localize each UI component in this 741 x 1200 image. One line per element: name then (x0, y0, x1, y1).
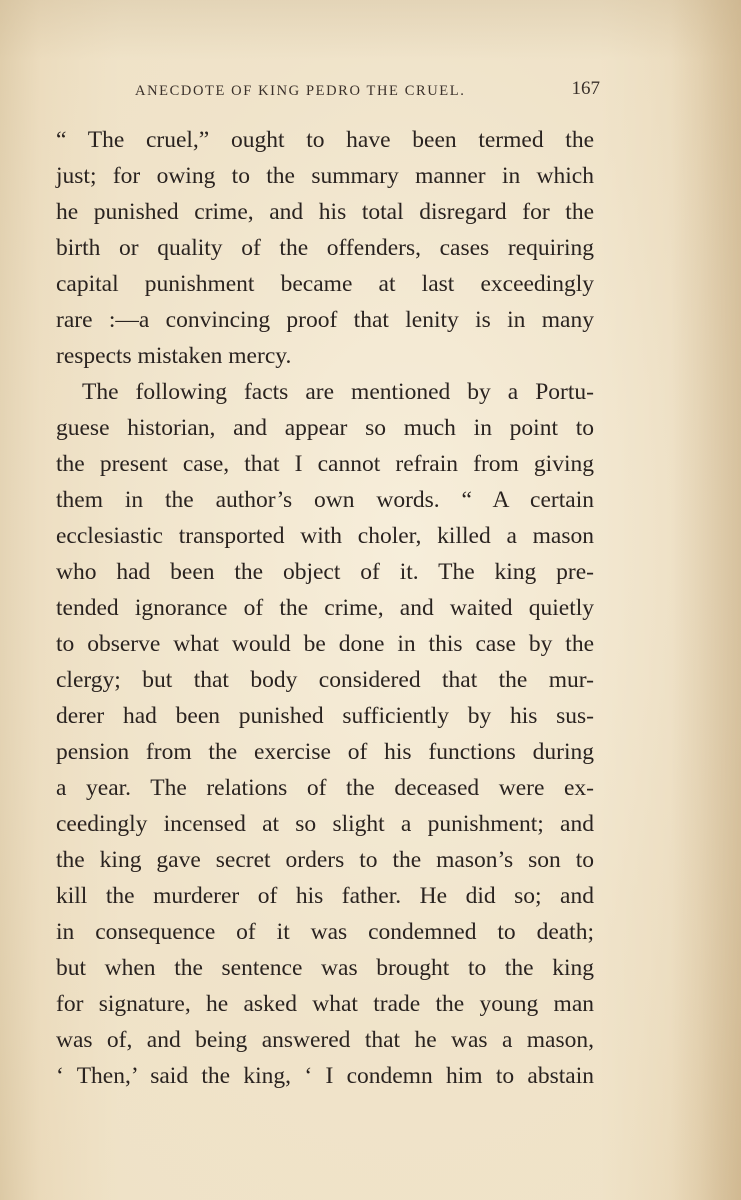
text-line: capital punishment became at last exceedingly (56, 271, 594, 297)
text-line: ecclesiastic transported with choler, killed a mason (56, 523, 594, 549)
text-line: was of, and being answered that he was a mason, (56, 1027, 594, 1053)
running-title: ANECDOTE OF KING PEDRO THE CRUEL. (135, 83, 466, 99)
text-line: birth or quality of the offenders, cases requiring (56, 235, 594, 261)
paragraph-first-line: The following facts are mentioned by a Portu- (82, 379, 594, 405)
text-line: them in the author’s own words. “ A certain (56, 487, 594, 513)
text-line: rare :—a convincing proof that lenity is in many (56, 307, 594, 333)
text-line: a year. The relations of the deceased were ex- (56, 775, 594, 801)
text-line: just; for owing to the summary manner in which (56, 163, 594, 189)
text-line: “ The cruel,” ought to have been termed the (56, 127, 594, 153)
text-line: tended ignorance of the crime, and waited quietly (56, 595, 594, 621)
text-line: ‘ Then,’ said the king, ‘ I condemn him to abstain (56, 1063, 594, 1089)
page-header (135, 78, 600, 104)
text-line: clergy; but that body considered that the mur- (56, 667, 594, 693)
page-edge-shading-right (671, 0, 741, 1200)
text-line: who had been the object of it. The king pre- (56, 559, 594, 585)
text-line: guese historian, and appear so much in point to (56, 415, 594, 441)
text-line: respects mistaken mercy. (56, 343, 292, 369)
page-number: 167 (571, 78, 600, 99)
text-line: pension from the exercise of his functions during (56, 739, 594, 765)
text-line: to observe what would be done in this case by the (56, 631, 594, 657)
page-edge-shading-top (0, 0, 741, 60)
text-line: in consequence of it was condemned to death; (56, 919, 594, 945)
text-line: the king gave secret orders to the mason’s son to (56, 847, 594, 873)
text-line: but when the sentence was brought to the king (56, 955, 594, 981)
body-text (56, 122, 594, 1094)
text-line: he punished crime, and his total disregard for the (56, 199, 594, 225)
text-line: ceedingly incensed at so slight a punishment; and (56, 811, 594, 837)
text-line: derer had been punished sufficiently by his sus- (56, 703, 594, 729)
text-line: for signature, he asked what trade the young man (56, 991, 594, 1017)
text-line: the present case, that I cannot refrain from giving (56, 451, 594, 477)
text-line: kill the murderer of his father. He did so; and (56, 883, 594, 909)
